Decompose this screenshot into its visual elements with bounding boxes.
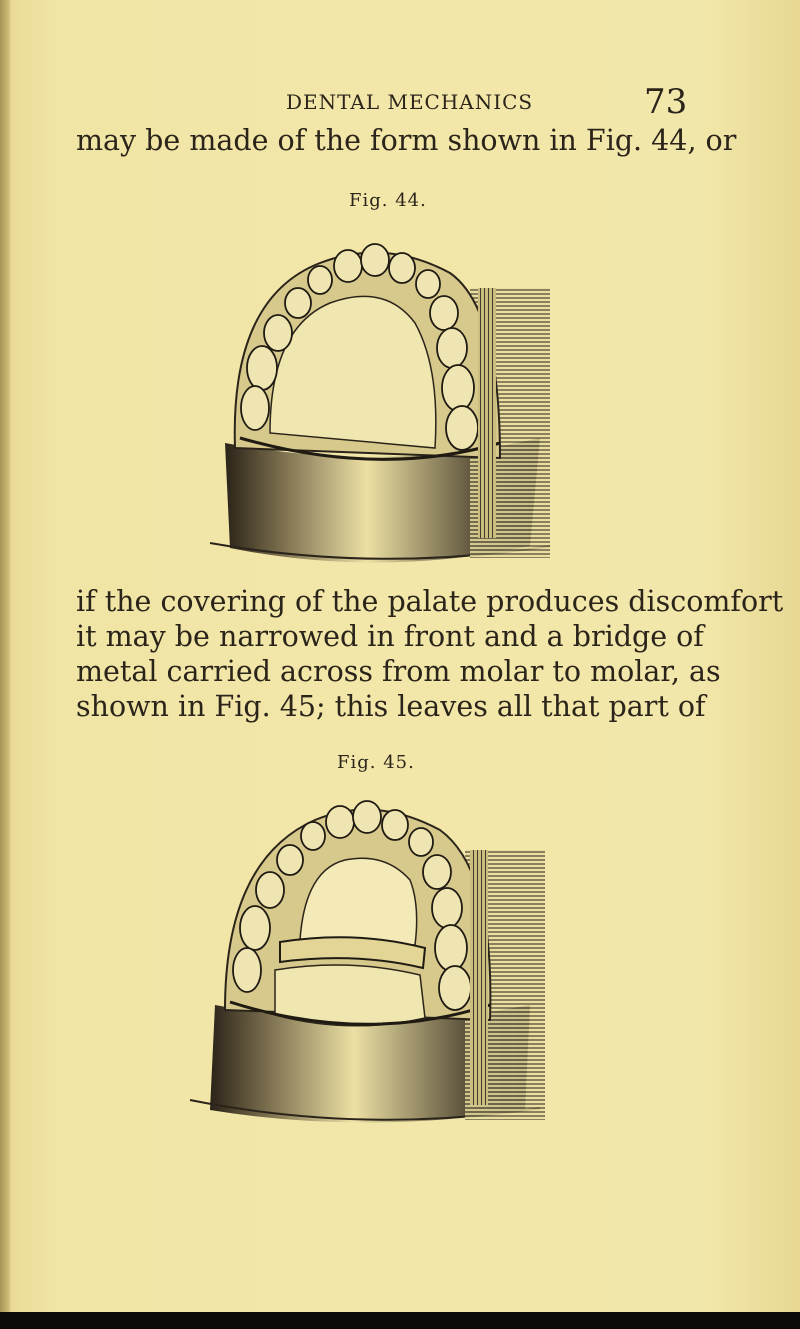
book-spine-shadow (0, 0, 10, 1329)
running-head: DENTAL MECHANICS (286, 90, 534, 114)
page-header (0, 84, 800, 124)
body-line-2: if the covering of the palate produces discomfort (76, 585, 784, 618)
dental-plaster-cast-palate-plate-illustration (200, 228, 570, 573)
figure-44-illustration (200, 228, 570, 573)
figure-44-caption: Fig. 44. (349, 190, 427, 211)
figure-45-caption: Fig. 45. (337, 752, 415, 773)
dental-plaster-cast-palate-bridge-illustration (185, 790, 555, 1135)
body-line-5: shown in Fig. 45; this leaves all that part of (76, 690, 706, 723)
page-number: 73 (644, 82, 688, 122)
body-line-4: metal carried across from molar to molar, as (76, 655, 721, 688)
body-line-1: may be made of the form shown in Fig. 44, or (76, 124, 737, 157)
figure-45-illustration (185, 790, 555, 1135)
scan-bottom-edge (0, 1312, 800, 1329)
body-line-3: it may be narrowed in front and a bridge of (76, 620, 704, 653)
